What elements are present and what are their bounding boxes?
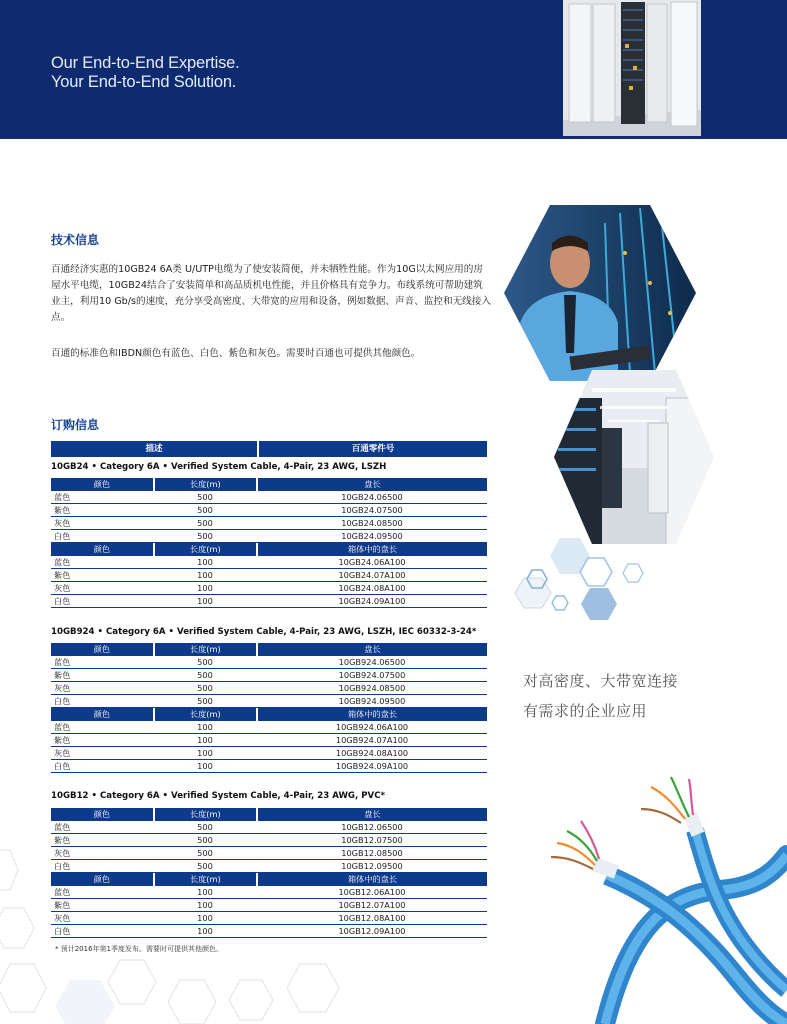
tagline (51, 54, 240, 92)
cell-length: 500 (197, 492, 213, 502)
cell-part: 10GB12.09A100 (338, 926, 406, 936)
cell-color: 紫色 (54, 900, 71, 910)
table-row (51, 556, 487, 569)
footnote: * 预计2016年第1季度发布。需要时可提供其他颜色。 (55, 945, 223, 953)
cell-color: 紫色 (54, 735, 71, 745)
cell-color: 蓝色 (54, 722, 71, 732)
pull-quote-line-2: 有需求的企业应用 (523, 702, 648, 720)
cell-length: 100 (197, 761, 213, 771)
product-title-10gb924: 10GB924 • Category 6A • Verified System Cable, 4-Pair, 23 AWG, LSZH, IEC 60332-3-24* (51, 627, 477, 637)
tagline-line-1: Our End-to-End Expertise. (51, 54, 240, 72)
cell-color: 白色 (54, 696, 71, 706)
col-description: 描述 (51, 441, 257, 457)
cell-color: 紫色 (54, 670, 71, 680)
tech-info-text-2: 百通的标准色和IBDN颜色有蓝色、白色、紫色和灰色。需要时百通也可提供其他颜色。 (51, 348, 421, 359)
tech-info-title: 技术信息 (51, 233, 100, 247)
cell-part: 10GB924.06A100 (335, 722, 409, 732)
table-row (51, 682, 487, 695)
sub-color: 颜色 (51, 478, 153, 491)
cell-length: 500 (197, 822, 213, 832)
tech-info-text-1: 百通经济实惠的10GB24 6A类 U/UTP电缆为了使安装简便，并未牺牲性能。作为10G以太网应用的房屋水平电缆，10GB24结合了安装简单和高品质机电性能，并且价格具有竞争力。布线系统可帮助建筑业主，利用10 Gb/s的速度，充分享受高密度、大带宽的应用和设备，例如数据、声音、监控和无线接入点。 (51, 264, 491, 323)
sub-color: 颜色 (51, 543, 153, 556)
cell-length: 100 (197, 900, 213, 910)
engineer-hexagon-photo (500, 203, 700, 383)
table-row (51, 747, 487, 760)
cell-length: 100 (197, 913, 213, 923)
cell-part: 10GB924.07A100 (335, 735, 409, 745)
sub-length: 长度(m) (155, 808, 257, 821)
cell-color: 蓝色 (54, 822, 71, 832)
sub-length: 长度(m) (155, 708, 257, 721)
table-row (51, 669, 487, 682)
ordering-info-title: 订购信息 (51, 418, 100, 432)
cell-length: 500 (197, 531, 213, 541)
table-row (51, 569, 487, 582)
datacenter-hexagon-photo (552, 368, 716, 546)
cell-length: 100 (197, 596, 213, 606)
cell-length: 500 (197, 696, 213, 706)
cell-length: 500 (197, 848, 213, 858)
box-subheader (51, 708, 487, 721)
cell-part: 10GB24.08A100 (338, 583, 406, 593)
cell-color: 灰色 (54, 683, 71, 693)
cell-part: 10GB12.06A100 (338, 887, 406, 897)
cell-part: 10GB12.08A100 (338, 913, 406, 923)
cell-length: 500 (197, 835, 213, 845)
cell-color: 蓝色 (54, 657, 71, 667)
cell-part: 10GB12.09500 (341, 861, 403, 871)
product-table-10gb924 (51, 643, 487, 773)
sub-box: 箱体中的盘长 (258, 543, 487, 556)
server-room-photo (563, 0, 701, 136)
cell-length: 500 (197, 683, 213, 693)
cell-color: 灰色 (54, 848, 71, 858)
product-table-10gb24 (51, 478, 487, 608)
cell-color: 蓝色 (54, 557, 71, 567)
table-row (51, 656, 487, 669)
cell-part: 10GB924.07500 (338, 670, 406, 680)
cell-color: 灰色 (54, 518, 71, 528)
table-row (51, 760, 487, 773)
cable-illustration (545, 775, 787, 1024)
cell-length: 100 (197, 570, 213, 580)
cell-length: 100 (197, 887, 213, 897)
sub-color: 颜色 (51, 808, 153, 821)
cell-color: 蓝色 (54, 492, 71, 502)
table-row (51, 834, 487, 847)
box-subheader (51, 543, 487, 556)
table-row (51, 582, 487, 595)
sub-reel: 盘长 (258, 478, 487, 491)
tagline-line-2: Your End-to-End Solution. (51, 73, 237, 91)
cell-part: 10GB12.08500 (341, 848, 403, 858)
box-subheader (51, 873, 487, 886)
cell-length: 100 (197, 735, 213, 745)
sub-length: 长度(m) (155, 643, 257, 656)
table-row (51, 886, 487, 899)
cell-color: 灰色 (54, 913, 71, 923)
table-row (51, 912, 487, 925)
cell-part: 10GB12.07A100 (338, 900, 406, 910)
sub-color: 颜色 (51, 708, 153, 721)
cell-length: 100 (197, 557, 213, 567)
cell-length: 500 (197, 657, 213, 667)
cell-length: 100 (197, 926, 213, 936)
cell-color: 白色 (54, 761, 71, 771)
tech-info-paragraph-2 (51, 346, 491, 362)
cell-part: 10GB924.08500 (338, 683, 406, 693)
cell-color: 灰色 (54, 583, 71, 593)
table-row (51, 847, 487, 860)
pull-quote (523, 666, 678, 726)
sub-color: 颜色 (51, 643, 153, 656)
cell-part: 10GB12.07500 (341, 835, 403, 845)
product-table-10gb12 (51, 808, 487, 938)
cell-color: 白色 (54, 861, 71, 871)
cell-length: 500 (197, 518, 213, 528)
decorative-hexagons (500, 530, 660, 630)
cell-part: 10GB24.07500 (341, 505, 403, 515)
cell-part: 10GB24.09A100 (338, 596, 406, 606)
reel-subheader (51, 643, 487, 656)
cell-part: 10GB924.08A100 (335, 748, 409, 758)
reel-subheader (51, 808, 487, 821)
cell-part: 10GB24.06500 (341, 492, 403, 502)
pull-quote-line-1: 对高密度、大带宽连接 (523, 672, 679, 690)
cell-part: 10GB924.09500 (338, 696, 406, 706)
cell-part: 10GB924.09A100 (335, 761, 409, 771)
cell-part: 10GB924.06500 (338, 657, 406, 667)
table-row (51, 821, 487, 834)
cell-color: 白色 (54, 531, 71, 541)
sub-box: 箱体中的盘长 (258, 708, 487, 721)
cell-part: 10GB24.06A100 (338, 557, 406, 567)
cell-color: 紫色 (54, 505, 71, 515)
sub-reel: 盘长 (258, 808, 487, 821)
table-row (51, 530, 487, 543)
cell-color: 蓝色 (54, 887, 71, 897)
product-title-10gb12: 10GB12 • Category 6A • Verified System Cable, 4-Pair, 23 AWG, PVC* (51, 791, 385, 801)
cell-color: 紫色 (54, 570, 71, 580)
header-banner (0, 0, 787, 139)
tech-info-paragraph-1 (51, 262, 491, 326)
cell-length: 500 (197, 505, 213, 515)
cell-length: 100 (197, 722, 213, 732)
table-row (51, 925, 487, 938)
sub-length: 长度(m) (155, 543, 257, 556)
cell-color: 紫色 (54, 835, 71, 845)
table-row (51, 491, 487, 504)
col-part-number: 百通零件号 (259, 441, 487, 457)
sub-color: 颜色 (51, 873, 153, 886)
product-title-10gb24: 10GB24 • Category 6A • Verified System Cable, 4-Pair, 23 AWG, LSZH (51, 462, 387, 472)
table-row (51, 695, 487, 708)
sub-length: 长度(m) (155, 478, 257, 491)
table-row (51, 899, 487, 912)
cell-part: 10GB24.07A100 (338, 570, 406, 580)
order-table-header (51, 441, 487, 457)
table-row (51, 517, 487, 530)
cell-part: 10GB24.09500 (341, 531, 403, 541)
table-row (51, 734, 487, 747)
cell-length: 100 (197, 748, 213, 758)
table-row (51, 595, 487, 608)
table-row (51, 860, 487, 873)
cell-part: 10GB24.08500 (341, 518, 403, 528)
cell-color: 灰色 (54, 748, 71, 758)
cell-color: 白色 (54, 926, 71, 936)
reel-subheader (51, 478, 487, 491)
cell-length: 500 (197, 861, 213, 871)
cell-color: 白色 (54, 596, 71, 606)
sub-box: 箱体中的盘长 (258, 873, 487, 886)
cell-part: 10GB12.06500 (341, 822, 403, 832)
table-row (51, 504, 487, 517)
sub-length: 长度(m) (155, 873, 257, 886)
cell-length: 100 (197, 583, 213, 593)
cell-length: 500 (197, 670, 213, 680)
table-row (51, 721, 487, 734)
sub-reel: 盘长 (258, 643, 487, 656)
